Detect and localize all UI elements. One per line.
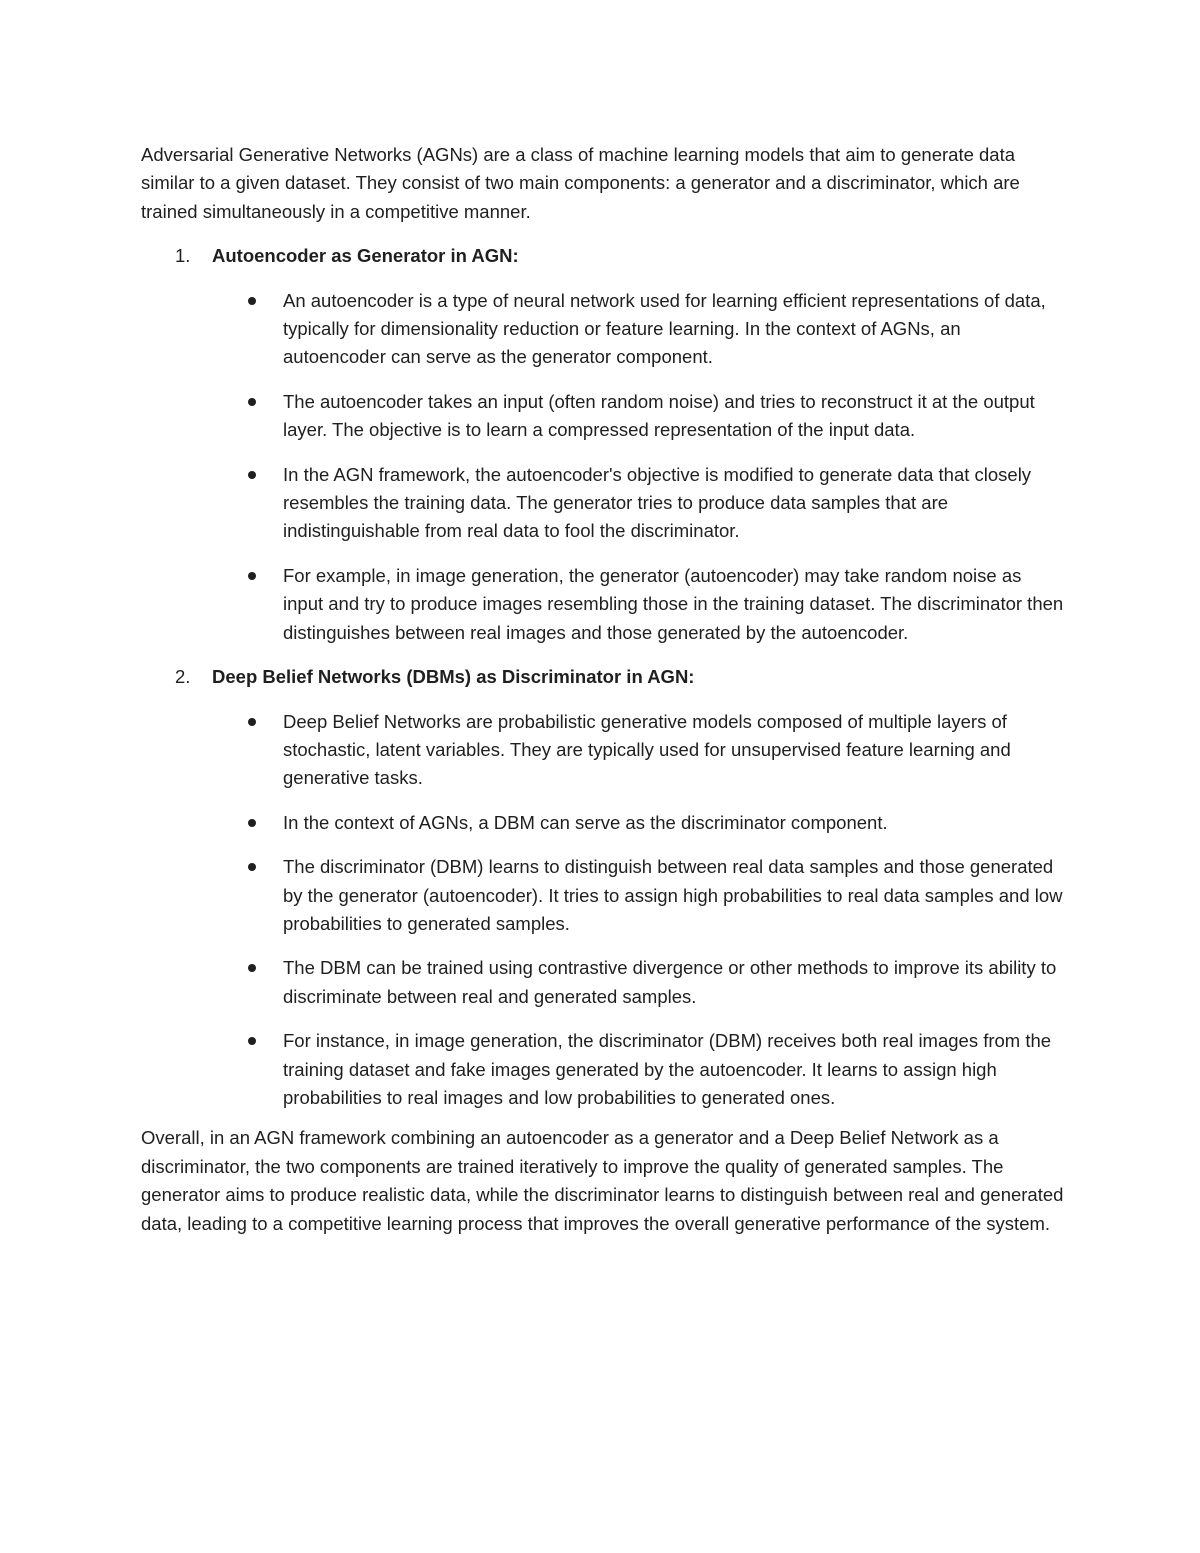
list-item-text: In the AGN framework, the autoencoder's objective is modified to generate data that closely resembles the training data. The generator tries to produce data samples that are indistinguishable from real data to fool the discriminator. [283, 463, 1032, 542]
list-item [141, 461, 1066, 546]
section-dbm-discriminator [141, 663, 1066, 1112]
bullet-icon [248, 819, 256, 827]
list-item [141, 708, 1066, 793]
list-item-text: The discriminator (DBM) learns to distinguish between real data samples and those generated by the generator (autoencoder). It tries to assign high probabilities to real data samples and low probabilities to generated samples. [283, 856, 1063, 934]
list-item-text: Deep Belief Networks are probabilistic generative models composed of multiple layers of stochastic, latent variables. They are typically used for unsupervised feature learning and generative tasks. [283, 710, 1011, 789]
list-item-text: An autoencoder is a type of neural network used for learning efficient representations of data, typically for dimensionality reduction or feature learning. In the context of AGNs, an autoencoder can serve as the generator component. [283, 289, 1046, 368]
intro-paragraph: Adversarial Generative Networks (AGNs) are a class of machine learning models that aim to generate data similar to a given dataset. They consist of two main components: a generator and a discriminator, which are trained simultaneously in a competitive manner. [141, 144, 1020, 222]
bullet-icon [248, 297, 256, 305]
bullet-icon [248, 471, 256, 479]
list-item [141, 809, 1066, 837]
bullet-list [141, 708, 1066, 1113]
section-number: 2. [175, 666, 191, 688]
document-body [141, 141, 1066, 1238]
bullet-icon [248, 863, 256, 871]
section-title: Autoencoder as Generator in AGN: [212, 245, 519, 267]
list-item-text: In the context of AGNs, a DBM can serve as the discriminator component. [283, 811, 888, 833]
list-item-text: For instance, in image generation, the discriminator (DBM) receives both real images from the training dataset and fake images generated by the autoencoder. It learns to assign high probabilities to real images and low probabilities to generated ones. [283, 1030, 1052, 1108]
list-item [141, 954, 1066, 1011]
bullet-icon [248, 1037, 256, 1045]
list-item-text: The DBM can be trained using contrastive divergence or other methods to improve its ability to discriminate between real and generated samples. [283, 957, 1057, 1007]
bullet-list [141, 287, 1066, 647]
list-item [141, 853, 1066, 938]
bullet-icon [248, 398, 256, 406]
list-item-text: For example, in image generation, the generator (autoencoder) may take random noise as input and try to produce images resembling those in the training dataset. The discriminator then distinguishes between real images and those generated by the autoencoder. [283, 564, 1064, 643]
bullet-icon [248, 964, 256, 972]
list-item [141, 287, 1066, 372]
bullet-icon [248, 572, 256, 580]
conclusion-paragraph: Overall, in an AGN framework combining an autoencoder as a generator and a Deep Belief Network as a discriminator, the two components are trained iteratively to improve the quality of generated samples. The generator aims to produce realistic data, while the discriminator learns to distinguish between real and generated data, leading to a competitive learning process that improves the overall generative performance of the system. [141, 1127, 1064, 1234]
bullet-icon [248, 718, 256, 726]
section-heading [141, 663, 1066, 691]
list-item [141, 562, 1066, 647]
section-autoencoder-generator [141, 242, 1066, 647]
list-item [141, 388, 1066, 445]
section-number: 1. [175, 245, 191, 267]
list-item [141, 1027, 1066, 1112]
list-item-text: The autoencoder takes an input (often random noise) and tries to reconstruct it at the output layer. The objective is to learn a compressed representation of the input data. [283, 390, 1035, 441]
section-title: Deep Belief Networks (DBMs) as Discriminator in AGN: [212, 666, 695, 688]
section-heading [141, 242, 1066, 270]
